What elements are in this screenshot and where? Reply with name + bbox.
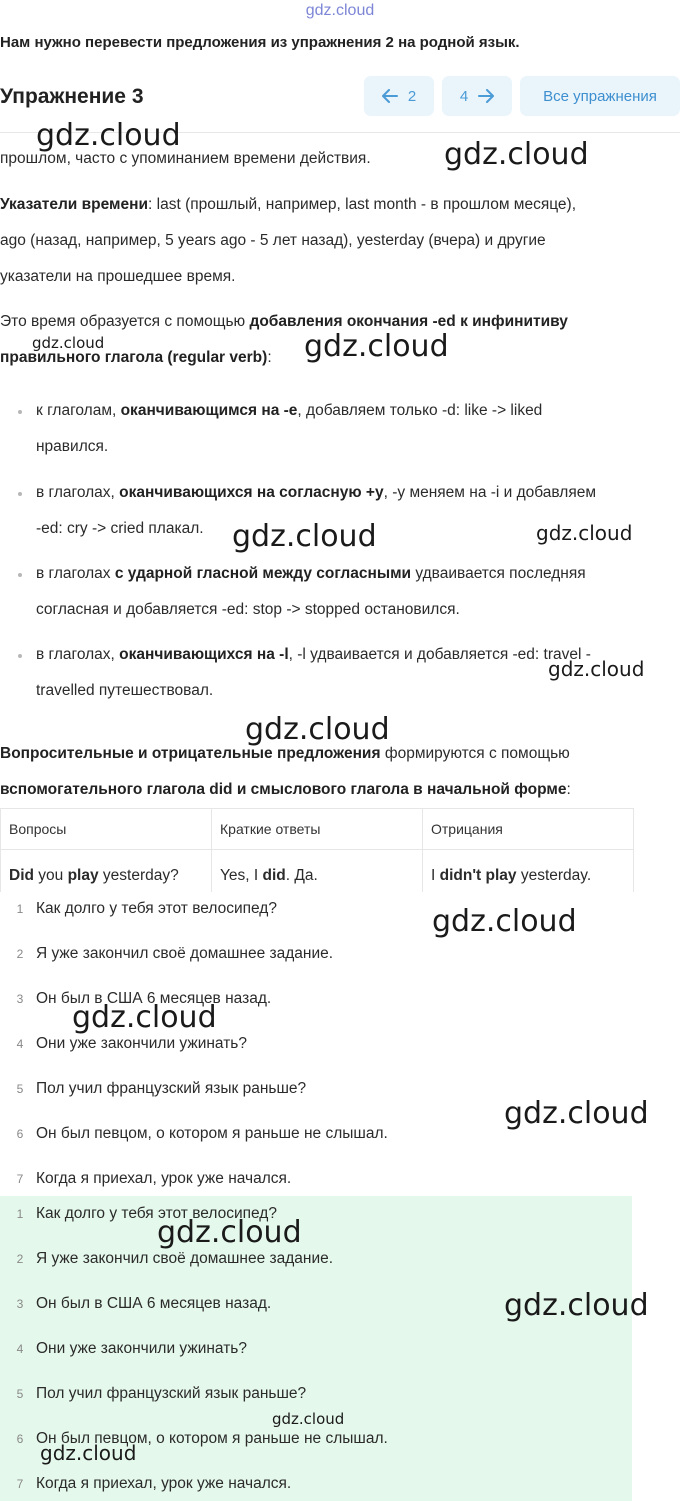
watermark: gdz.cloud [304, 329, 449, 364]
rule-text: к глаголам, [36, 402, 121, 419]
rule-item-cont: согласная и добавляется -ed: stop -> stopped остановился. [36, 601, 460, 618]
answer-item: Когда я приехал, урок уже начался. [36, 1475, 292, 1492]
table-header-cell: Вопросы [1, 809, 212, 850]
time-markers-line3: указатели на прошедшее время. [0, 268, 236, 285]
watermark: gdz.cloud [40, 1441, 137, 1465]
time-markers-line [0, 187, 576, 223]
watermark: gdz.cloud [272, 1410, 345, 1428]
next-exercise-button[interactable] [442, 76, 512, 116]
formation-text: Это время образуется с помощью [0, 313, 250, 330]
answer-item-number: 6 [16, 1432, 24, 1446]
watermark: gdz.cloud [72, 1000, 217, 1035]
cell-text: I [431, 867, 440, 884]
cell-bold: play [67, 867, 99, 884]
answer-item: Он был певцом, о котором я раньше не слышал. [36, 1430, 388, 1447]
cell-text: . Да. [285, 867, 318, 884]
answer-item-number: 2 [16, 1252, 24, 1266]
list-item: Пол учил французский язык раньше? [36, 1080, 307, 1097]
watermark: gdz.cloud [245, 712, 390, 747]
list-item-number: 4 [16, 1037, 24, 1051]
exercise-title: Упражнение 3 [0, 85, 144, 108]
rule-item [36, 393, 542, 429]
list-item: Я уже закончил своё домашнее задание. [36, 945, 334, 962]
rule-item-cont: -ed: cry -> cried плакал. [36, 520, 204, 537]
bullet-icon [18, 573, 22, 577]
cell-bold: Did [9, 867, 34, 884]
bullet-icon [18, 654, 22, 658]
answer-item: Они уже закончили ужинать? [36, 1340, 247, 1357]
cell-text: yesterday? [98, 867, 179, 884]
list-item: Они уже закончили ужинать? [36, 1035, 247, 1052]
table-cell [212, 850, 423, 893]
rule-item [36, 556, 586, 592]
time-markers-label: Указатели времени [0, 196, 149, 213]
table-header-cell: Краткие ответы [212, 809, 423, 850]
task-description: Нам нужно перевести предложения из упражнения 2 на родной язык. [0, 34, 520, 51]
table-header-cell: Отрицания [423, 809, 634, 850]
next-exercise-label: 4 [459, 87, 469, 105]
all-exercises-button[interactable] [520, 76, 680, 116]
list-item-number: 6 [16, 1127, 24, 1141]
rule-text: в глаголах, [36, 484, 120, 501]
theory-line: прошлом, часто с упоминанием времени действия. [0, 150, 371, 167]
table-row [1, 850, 634, 893]
answer-item: Я уже закончил своё домашнее задание. [36, 1250, 334, 1267]
cell-text: you [33, 867, 68, 884]
watermark: gdz.cloud [548, 657, 645, 681]
rule-text: , -y меняем на -i и добавляем [383, 484, 597, 501]
rule-text: в глаголах, [36, 646, 120, 663]
rule-text: удваивается последняя [411, 565, 586, 582]
question-rule-text: формируются с помощью [380, 745, 570, 762]
list-item: Как долго у тебя этот велосипед? [36, 900, 277, 917]
answer-item: Он был в США 6 месяцев назад. [36, 1295, 272, 1312]
list-item: Когда я приехал, урок уже начался. [36, 1170, 292, 1187]
watermark: gdz.cloud [157, 1215, 302, 1250]
rule-text: в глаголах [36, 565, 115, 582]
all-exercises-label: Все упражнения [543, 87, 657, 105]
list-item-number: 3 [16, 992, 24, 1006]
rule-item [36, 475, 596, 511]
rule-item-cont: travelled путешествовал. [36, 682, 214, 699]
answer-item-number: 5 [16, 1387, 24, 1401]
bullet-icon [18, 492, 22, 496]
answer-item-number: 1 [16, 1207, 24, 1221]
watermark: gdz.cloud [32, 334, 105, 352]
rule-text: , добавляем только -d: like -> liked [297, 402, 543, 419]
grammar-table [0, 808, 640, 892]
list-item: Он был в США 6 месяцев назад. [36, 990, 272, 1007]
answer-item: Как долго у тебя этот велосипед? [36, 1205, 277, 1222]
watermark: gdz.cloud [536, 521, 633, 545]
answer-item-number: 3 [16, 1297, 24, 1311]
cell-bold: didn't play [439, 867, 517, 884]
prev-exercise-label: 2 [407, 87, 417, 105]
question-rule-colon: : [566, 781, 571, 798]
table-cell [1, 850, 212, 893]
watermark: gdz.cloud [36, 118, 181, 153]
list-item-number: 5 [16, 1082, 24, 1096]
question-rule-bold2: вспомогательного глагола did и смыслового глагола в начальной форме [0, 781, 567, 798]
rule-text: , -l удваивается и добавляется -ed: travel - [288, 646, 591, 663]
watermark: gdz.cloud [504, 1096, 649, 1131]
cell-bold: did [262, 867, 286, 884]
rule-bold: оканчивающихся на согласную +y [119, 484, 384, 501]
watermark: gdz.cloud [504, 1288, 649, 1323]
formation-colon: : [267, 349, 272, 366]
grammar-table-grid [0, 808, 634, 892]
site-watermark-header: gdz.cloud [305, 2, 375, 19]
question-rule-line2 [0, 772, 571, 808]
formation-rule: добавления окончания -ed к инфинитиву [249, 313, 568, 330]
rule-bold: с ударной гласной между согласными [114, 565, 412, 582]
rule-bold: оканчивающихся на -l [119, 646, 289, 663]
arrow-right-icon [478, 89, 494, 103]
cell-text: yesterday. [516, 867, 592, 884]
answer-item-number: 7 [16, 1477, 24, 1491]
answer-item: Пол учил французский язык раньше? [36, 1385, 307, 1402]
time-markers-line2: ago (назад, например, 5 years ago - 5 лет назад), yesterday (вчера) и другие [0, 232, 546, 249]
formation-rule-cont: правильного глагола (regular verb) [0, 349, 268, 366]
time-markers-text: : last (прошлый, например, last month - в прошлом месяце), [148, 196, 577, 213]
rule-item-cont: нравился. [36, 438, 109, 455]
watermark: gdz.cloud [232, 519, 377, 554]
table-header-row [1, 809, 634, 850]
list-item: Он был певцом, о котором я раньше не слышал. [36, 1125, 388, 1142]
list-item-number: 1 [16, 902, 24, 916]
bullet-icon [18, 410, 22, 414]
list-item-number: 2 [16, 947, 24, 961]
question-rule-bold: Вопросительные и отрицательные предложения [0, 745, 381, 762]
arrow-left-icon [382, 89, 398, 103]
cell-text: Yes, I [220, 867, 263, 884]
answer-item-number: 4 [16, 1342, 24, 1356]
rule-item [36, 637, 591, 673]
rule-bold: оканчивающимся на -e [120, 402, 298, 419]
table-cell [423, 850, 634, 893]
list-item-number: 7 [16, 1172, 24, 1186]
prev-exercise-button[interactable] [364, 76, 434, 116]
watermark: gdz.cloud [444, 137, 589, 172]
watermark: gdz.cloud [432, 904, 577, 939]
